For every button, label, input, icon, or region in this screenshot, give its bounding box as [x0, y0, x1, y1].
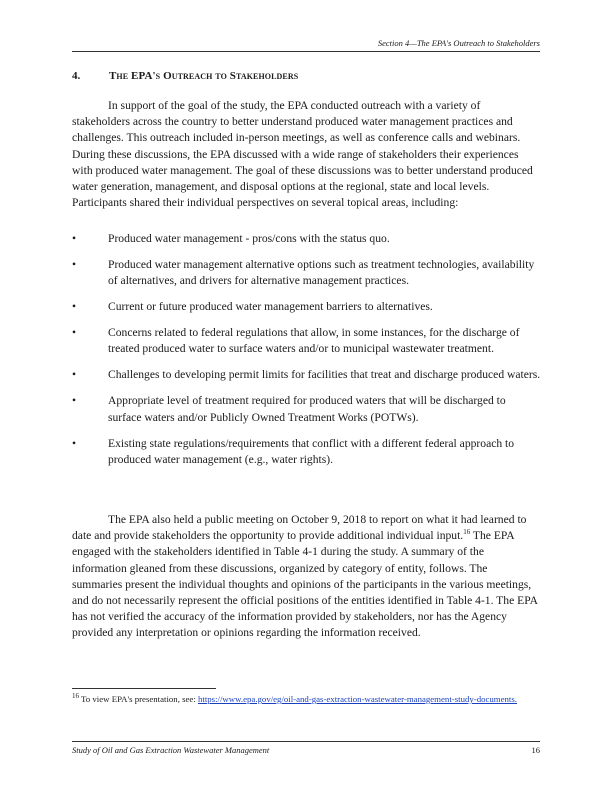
bullet-icon: •: [72, 394, 77, 408]
closing-text-a: The EPA also held a public meeting on October 9, 2018 to report on what it had learned to date and provide stakeholders the opportunity to provide additional individual input.: [72, 513, 527, 543]
bullet-icon: •: [72, 300, 77, 314]
bullet-text: Produced water management alternative options such as treatment technologies, availability of alternatives, and drivers for alternative management practices.: [108, 258, 535, 288]
bullet-text: Produced water management - pros/cons with the status quo.: [108, 232, 390, 245]
page-number: 16: [531, 745, 540, 755]
bullet-icon: •: [72, 326, 77, 340]
list-item: [72, 231, 542, 247]
bullet-text: Existing state regulations/requirements that conflict with a different federal approach to produced water management (e.g., water rights).: [108, 436, 515, 466]
bullet-text: Concerns related to federal regulations that allow, in some instances, for the discharge of treated produced water to surface waters and/or to municipal wastewater treatment.: [108, 326, 520, 356]
section-title: The EPA's Outreach to Stakeholders: [109, 70, 299, 82]
list-item: [72, 367, 542, 383]
footnote: [72, 694, 540, 705]
intro-paragraph: In support of the goal of the study, the EPA conducted outreach with a variety of stakeholders across the country to better understand produced water management practices and challenges. This outreach included in-person meetings, as well as conference calls and webinars. During these discussions, the EPA discussed with a wide range of stakeholders their experiences with produced water management. The goal of these discussions was to better understand produced water generation, management, and disposal options at the regional, state and local levels. Participants shared their individual perspectives on several topical areas, including:: [72, 99, 533, 210]
bullet-icon: •: [72, 232, 77, 245]
footnote-divider: [72, 688, 216, 689]
footer-divider: [72, 741, 540, 742]
list-item: [72, 393, 542, 425]
bullet-icon: •: [72, 436, 77, 450]
footnote-reference[interactable]: 16: [463, 528, 471, 537]
bullet-icon: •: [72, 368, 77, 382]
footer-document-title: Study of Oil and Gas Extraction Wastewater Management: [72, 745, 270, 755]
bullet-text: Current or future produced water management barriers to alternatives.: [108, 300, 433, 314]
footnote-number: 16: [72, 692, 79, 701]
running-header: Section 4—The EPA's Outreach to Stakeholders: [377, 38, 540, 48]
bullet-icon: •: [72, 258, 77, 271]
footnote-text: To view EPA's presentation, see:: [79, 694, 198, 704]
footnote-link[interactable]: https://www.epa.gov/eg/oil-and-gas-extraction-wastewater-management-study-documents.: [197, 694, 518, 704]
bullet-text: Appropriate level of treatment required for produced waters that will be discharged to surface waters and/or Publicly Owned Treatment Works (POTWs).: [108, 394, 506, 424]
closing-text-b: The EPA engaged with the stakeholders identified in Table 4-1 during the study. A summary of the information gleaned from these discussions, organized by category of entity, follows. The summaries present the individual thoughts and opinions of the participants in the various meetings, and do not necessarily represent the official positions of the entities identified in Table 4-1. The EPA has not verified the accuracy of the information provided by stakeholders, nor has the Agency provided any interpretation or opinions regarding the information received.: [72, 529, 538, 640]
header-divider: [72, 51, 540, 52]
list-item: [72, 257, 542, 289]
section-heading: [72, 70, 540, 82]
bullet-text: Challenges to developing permit limits for facilities that treat and discharge produced waters.: [108, 368, 541, 382]
list-item: [72, 325, 542, 357]
section-number: 4.: [72, 70, 81, 82]
list-item: [72, 299, 542, 315]
list-item: [72, 436, 542, 468]
closing-paragraph: [72, 512, 540, 642]
topic-bullet-list: [72, 231, 542, 478]
